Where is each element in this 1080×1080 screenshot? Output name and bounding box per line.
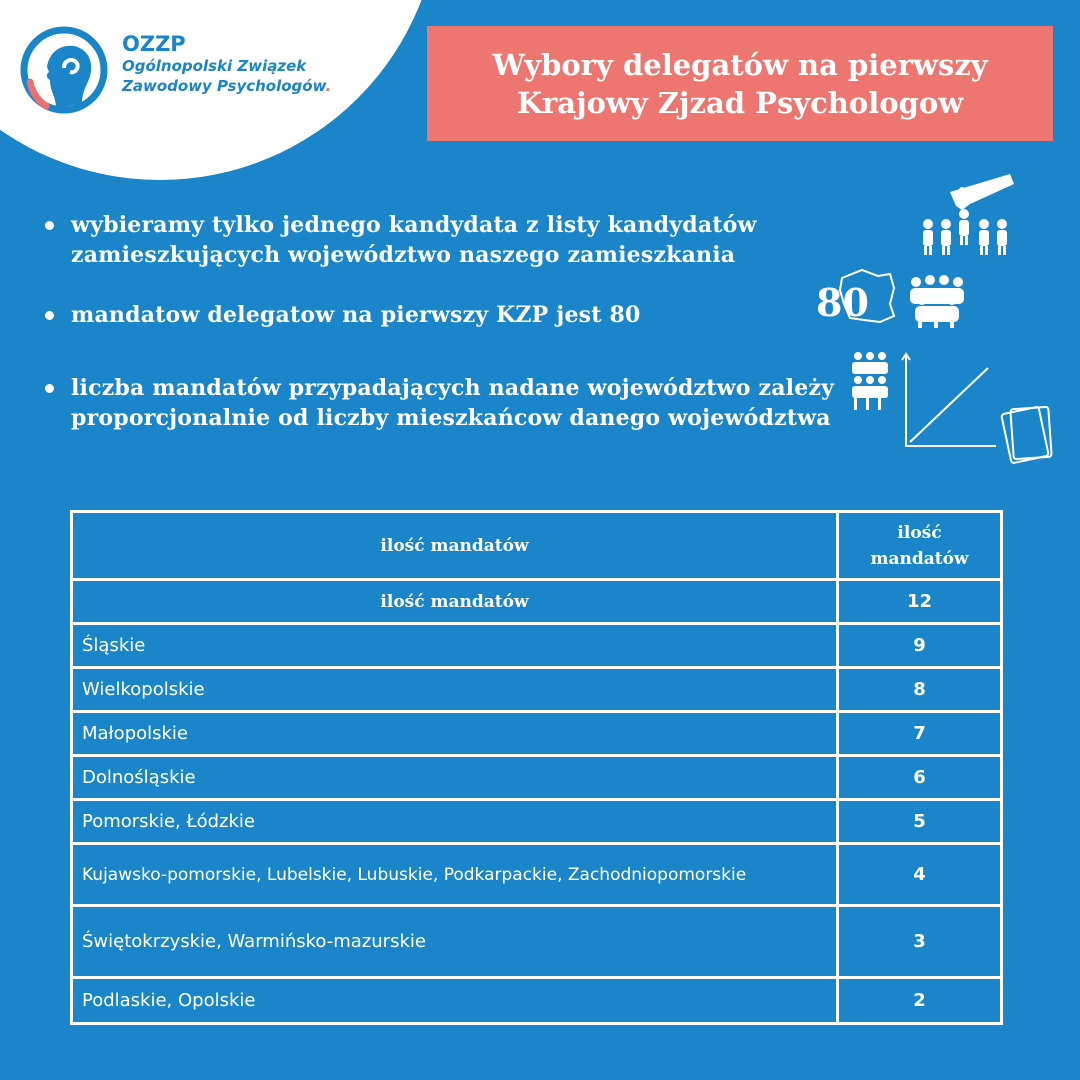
page-title-line1: Wybory delegatów na pierwszy [492, 47, 988, 82]
logo-abbr: OZZP [122, 32, 186, 56]
head-silhouette-icon [16, 22, 112, 118]
page-title-line2: Krajowy Zjzad Psychologow [516, 85, 964, 120]
table-row [72, 844, 1002, 906]
header-seats: ilość mandatów [838, 512, 1002, 580]
logo: OZZP Ogólnopolski Związek Zawodowy Psychologów. [122, 32, 332, 95]
header-region: ilość mandatów [72, 512, 838, 580]
seats-cell: 8 [838, 668, 1002, 712]
region-cell: Pomorskie, Łódzkie [72, 800, 838, 844]
table-row [72, 800, 1002, 844]
bullet-text: mandatow delegatow na pierwszy KZP jest 80 [71, 302, 641, 328]
table-row [72, 906, 1002, 978]
bullet-item [45, 300, 640, 330]
title-banner [427, 26, 1053, 141]
logo-line2: Zawodowy Psychologów [122, 77, 326, 95]
hand-picking-person-icon [950, 174, 1014, 210]
region-cell: Wielkopolskie [72, 668, 838, 712]
map-number: 80 [816, 280, 869, 325]
region-cell: Śląskie [72, 624, 838, 668]
people-row-icon [923, 209, 1007, 255]
seats-cell: 9 [838, 624, 1002, 668]
table-row [72, 668, 1002, 712]
region-cell: Małopolskie [72, 712, 838, 756]
region-cell: Kujawsko-pomorskie, Lubelskie, Lubuskie, Podkarpackie, Zachodniopomorskie [72, 844, 838, 906]
bullet-dot [45, 311, 54, 320]
table-row [72, 978, 1002, 1024]
seats-cell: 2 [838, 978, 1002, 1024]
people-growth-chart-icon [852, 352, 996, 446]
seats-cell: 6 [838, 756, 1002, 800]
region-cell: Dolnośląskie [72, 756, 838, 800]
seats-cell: 7 [838, 712, 1002, 756]
bullet-item [45, 210, 835, 270]
bullet-dot [45, 384, 54, 393]
seats-cell: 12 [838, 580, 1002, 624]
table-row [72, 756, 1002, 800]
ballot-cards-icon [1001, 407, 1051, 464]
table-row [72, 580, 1002, 624]
region-cell: ilość mandatów [72, 580, 838, 624]
bullet-item [45, 373, 835, 433]
table-row [72, 712, 1002, 756]
crowd-icon [910, 275, 964, 328]
seats-cell: 4 [838, 844, 1002, 906]
table-header-row [72, 512, 1002, 580]
logo-line1: Ogólnopolski Związek [122, 57, 307, 75]
seats-cell: 3 [838, 906, 1002, 978]
illustration-icons [810, 170, 1070, 480]
bullet-text: wybieramy tylko jednego kandydata z listy kandydatów zamieszkujących województwo naszego zamieszkania [71, 212, 757, 268]
region-cell: Świętokrzyskie, Warmińsko-mazurskie [72, 906, 838, 978]
bullet-dot [45, 221, 54, 230]
mandates-table [70, 510, 1003, 1025]
bullet-text: liczba mandatów przypadających nadane województwo zależy proporcjonalnie od liczby mieszkańcow danego województwa [71, 375, 835, 431]
table-row [72, 624, 1002, 668]
seats-cell: 5 [838, 800, 1002, 844]
region-cell: Podlaskie, Opolskie [72, 978, 838, 1024]
